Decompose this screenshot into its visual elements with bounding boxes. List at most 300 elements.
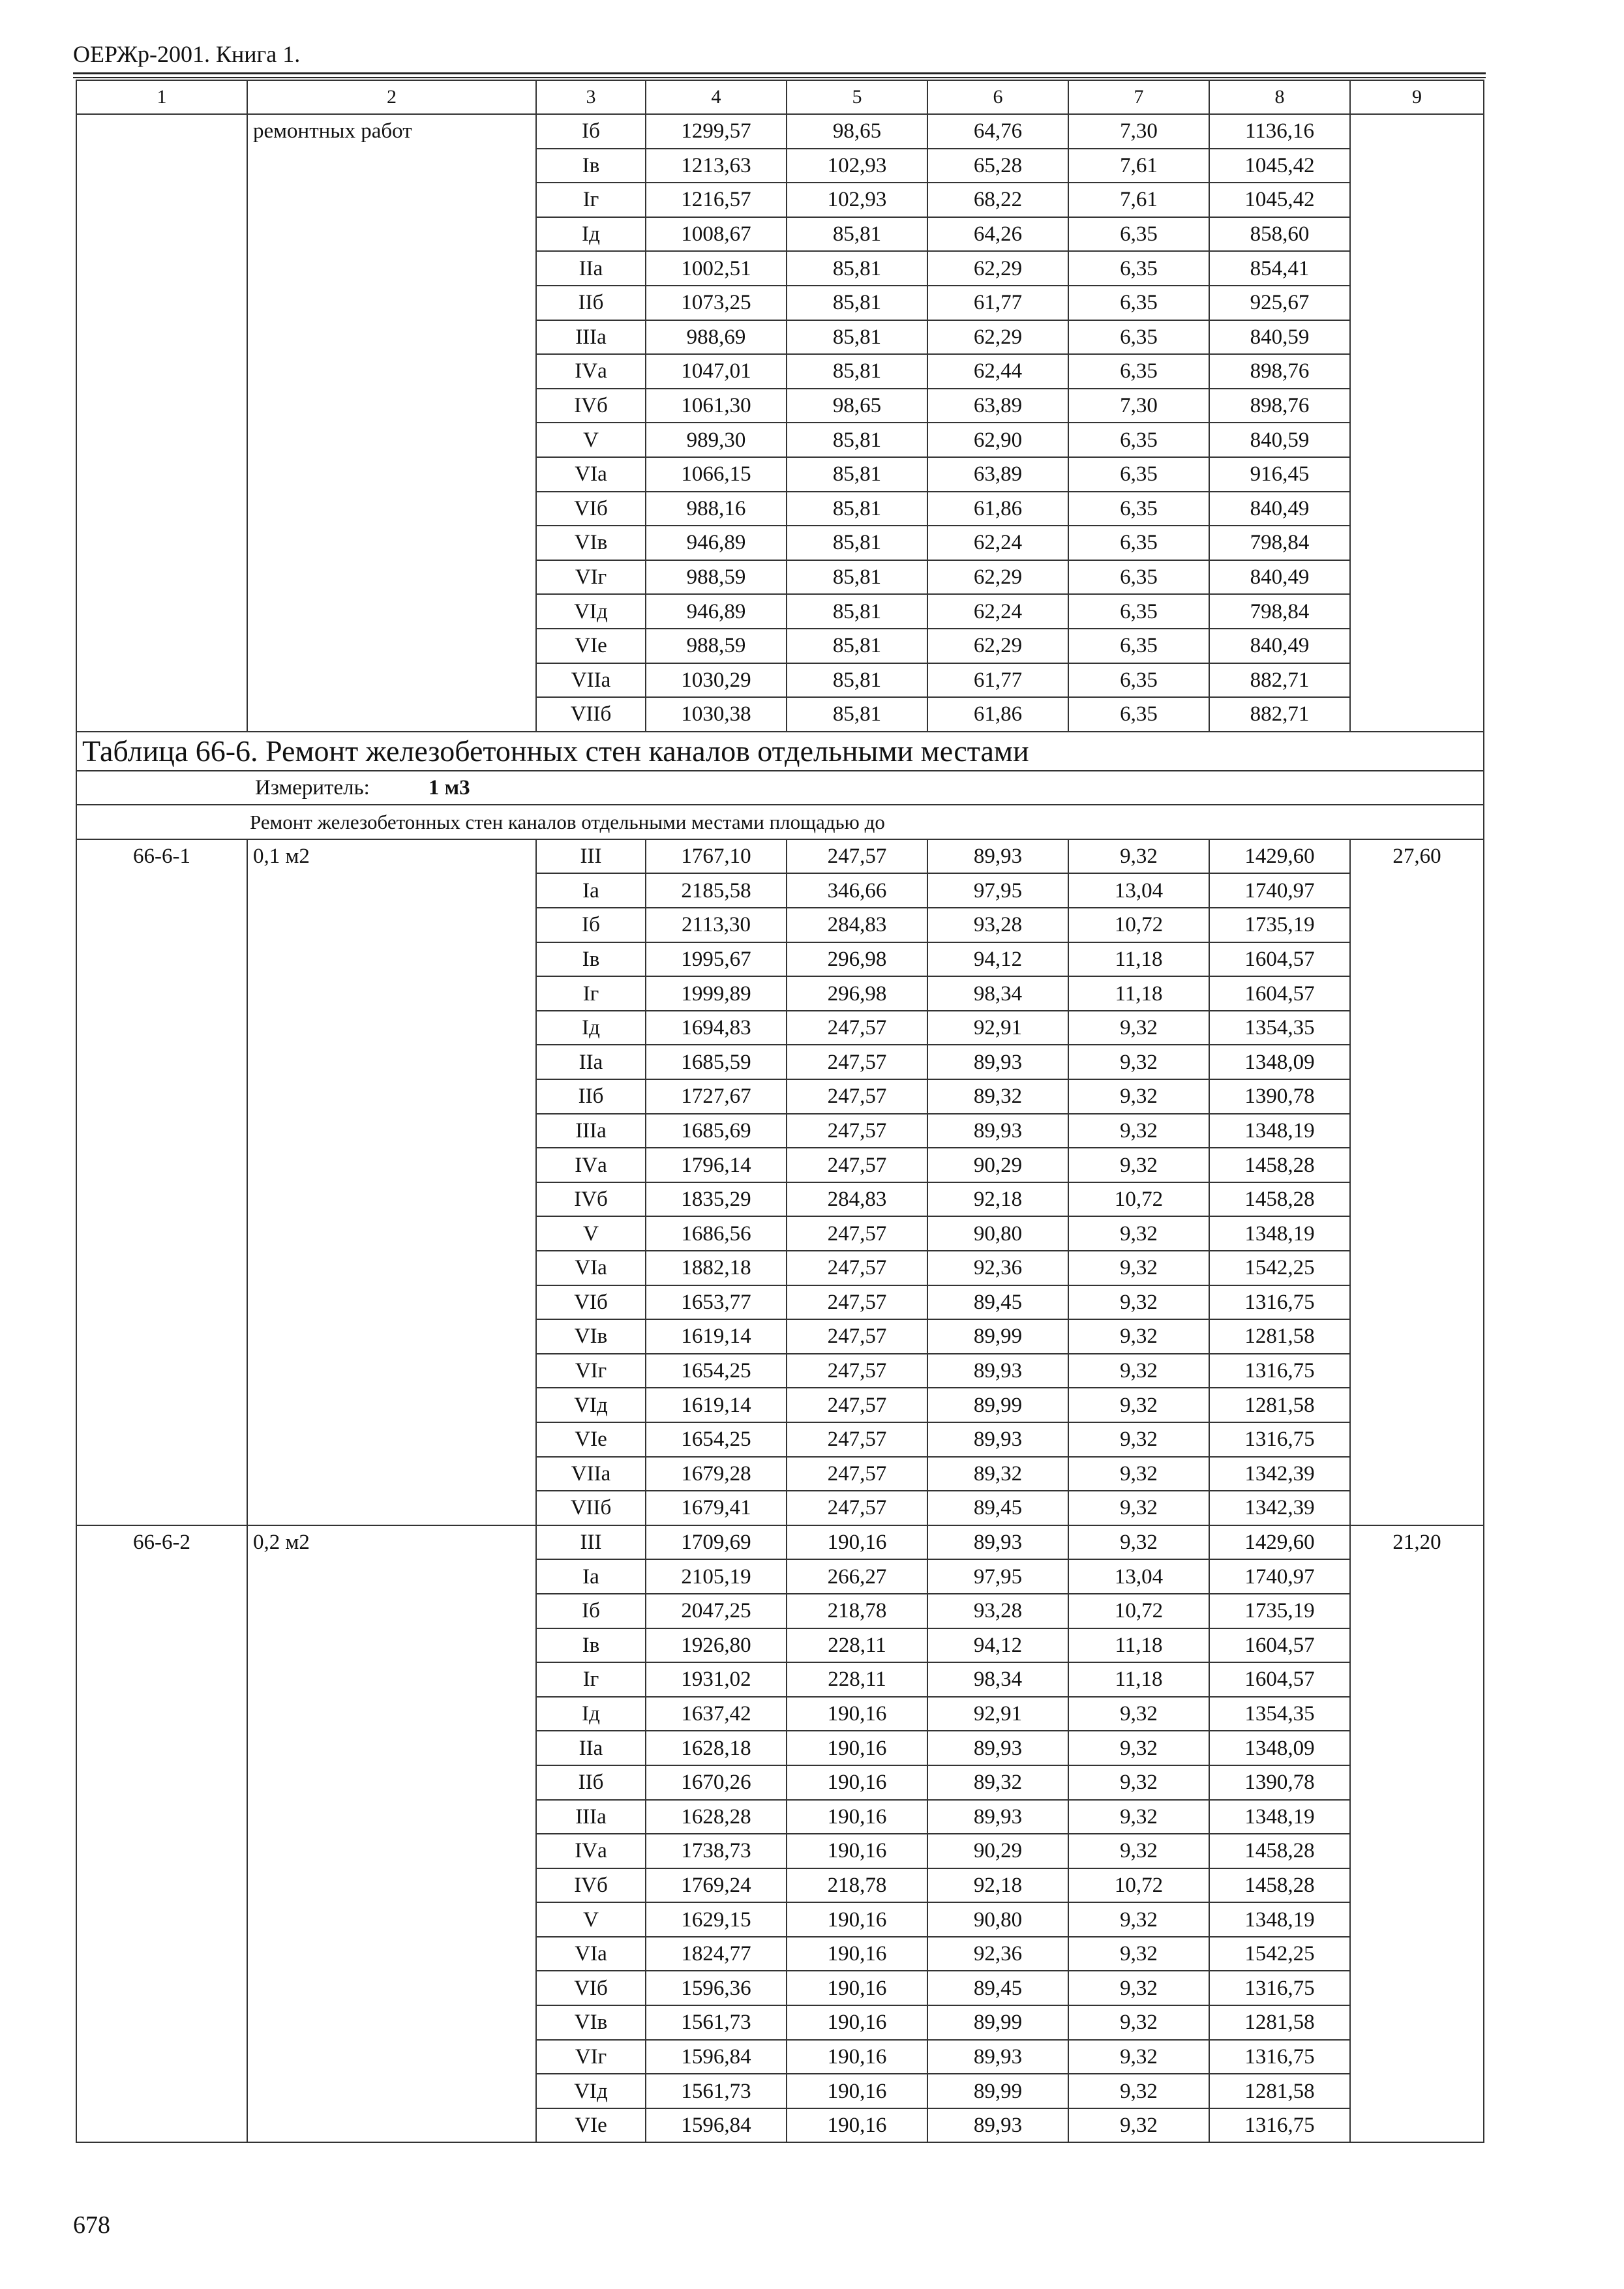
machine-cost-cell: 98,34 — [927, 976, 1068, 1011]
materials-cost-cell: 1354,35 — [1209, 1011, 1350, 1045]
operator-pay-cell: 13,04 — [1068, 1559, 1209, 1594]
materials-cost-cell: 925,67 — [1209, 286, 1350, 320]
machine-cost-cell: 97,95 — [927, 873, 1068, 908]
machine-cost-cell: 89,93 — [927, 1354, 1068, 1388]
materials-cost-cell: 1604,57 — [1209, 1628, 1350, 1663]
zone-cell: VIг — [536, 1354, 646, 1388]
labor-cost-cell: 85,81 — [787, 320, 927, 355]
machine-cost-cell: 62,24 — [927, 594, 1068, 629]
labor-cost-cell: 190,16 — [787, 2040, 927, 2074]
labor-cost-cell: 247,57 — [787, 1114, 927, 1148]
labor-cost-cell: 284,83 — [787, 908, 927, 942]
direct-cost-cell: 1679,28 — [646, 1457, 787, 1491]
materials-cost-cell: 1136,16 — [1209, 114, 1350, 149]
labor-cost-cell: 247,57 — [787, 1354, 927, 1388]
labor-cost-cell: 102,93 — [787, 183, 927, 217]
machine-cost-cell: 61,77 — [927, 286, 1068, 320]
direct-cost-cell: 1561,73 — [646, 2005, 787, 2040]
direct-cost-cell: 1738,73 — [646, 1834, 787, 1868]
zone-cell: VIа — [536, 1251, 646, 1285]
labor-cost-cell: 247,57 — [787, 1251, 927, 1285]
labor-cost-cell: 190,16 — [787, 1971, 927, 2005]
direct-cost-cell: 1685,59 — [646, 1045, 787, 1079]
materials-cost-cell: 1348,19 — [1209, 1902, 1350, 1937]
machine-cost-cell: 90,29 — [927, 1148, 1068, 1182]
direct-cost-cell: 946,89 — [646, 594, 787, 629]
zone-cell: IIIа — [536, 320, 646, 355]
direct-cost-cell: 1637,42 — [646, 1697, 787, 1731]
direct-cost-cell: 1679,41 — [646, 1491, 787, 1525]
zone-cell: VIд — [536, 2074, 646, 2108]
direct-cost-cell: 2113,30 — [646, 908, 787, 942]
zone-cell: IVа — [536, 1834, 646, 1868]
labor-cost-cell: 296,98 — [787, 942, 927, 977]
machine-cost-cell: 63,89 — [927, 457, 1068, 492]
operator-pay-cell: 9,32 — [1068, 1011, 1209, 1045]
zone-cell: IVа — [536, 1148, 646, 1182]
labor-cost-cell: 247,57 — [787, 1148, 927, 1182]
labor-cost-cell: 190,16 — [787, 1834, 927, 1868]
column-number-header: 7 — [1068, 80, 1209, 114]
machine-cost-cell: 89,93 — [927, 1422, 1068, 1457]
operator-pay-cell: 6,35 — [1068, 492, 1209, 526]
item-description-cell: 0,1 м2 — [247, 839, 536, 1525]
operator-pay-cell: 9,32 — [1068, 2108, 1209, 2143]
zone-cell: IIа — [536, 1045, 646, 1079]
machine-cost-cell: 89,93 — [927, 839, 1068, 874]
materials-cost-cell: 1458,28 — [1209, 1148, 1350, 1182]
labor-cost-cell: 218,78 — [787, 1594, 927, 1628]
machine-cost-cell: 68,22 — [927, 183, 1068, 217]
materials-cost-cell: 1316,75 — [1209, 2108, 1350, 2143]
direct-cost-cell: 1882,18 — [646, 1251, 787, 1285]
machine-cost-cell: 89,45 — [927, 1491, 1068, 1525]
operator-pay-cell: 6,35 — [1068, 697, 1209, 732]
zone-cell: VIб — [536, 492, 646, 526]
zone-cell: IVа — [536, 354, 646, 389]
labor-cost-cell: 190,16 — [787, 1697, 927, 1731]
materials-cost-cell: 1429,60 — [1209, 839, 1350, 874]
labor-cost-cell: 247,57 — [787, 1285, 927, 1320]
operator-pay-cell: 9,32 — [1068, 1319, 1209, 1354]
zone-cell: IIа — [536, 251, 646, 286]
materials-cost-cell: 1542,25 — [1209, 1937, 1350, 1971]
direct-cost-cell: 1654,25 — [646, 1354, 787, 1388]
direct-cost-cell: 988,16 — [646, 492, 787, 526]
materials-cost-cell: 1281,58 — [1209, 2005, 1350, 2040]
materials-cost-cell: 1281,58 — [1209, 2074, 1350, 2108]
section-subtitle: Ремонт железобетонных стен каналов отдельными местами площадью до — [76, 805, 1484, 839]
measure-label: Измеритель: — [255, 775, 370, 800]
table-row — [76, 1525, 1484, 1560]
materials-cost-cell: 916,45 — [1209, 457, 1350, 492]
materials-cost-cell: 1458,28 — [1209, 1868, 1350, 1903]
zone-cell: Iв — [536, 1628, 646, 1663]
direct-cost-cell: 1596,36 — [646, 1971, 787, 2005]
materials-cost-cell: 1348,19 — [1209, 1216, 1350, 1251]
measure-row — [76, 771, 1484, 805]
materials-cost-cell: 840,59 — [1209, 423, 1350, 457]
operator-pay-cell: 6,35 — [1068, 594, 1209, 629]
labor-cost-cell: 247,57 — [787, 1011, 927, 1045]
materials-cost-cell: 1316,75 — [1209, 1354, 1350, 1388]
labor-cost-cell: 98,65 — [787, 114, 927, 149]
zone-cell: Iб — [536, 114, 646, 149]
materials-cost-cell: 1316,75 — [1209, 2040, 1350, 2074]
materials-cost-cell: 1316,75 — [1209, 1285, 1350, 1320]
operator-pay-cell: 9,32 — [1068, 1251, 1209, 1285]
materials-cost-cell: 1740,97 — [1209, 1559, 1350, 1594]
labor-cost-cell: 266,27 — [787, 1559, 927, 1594]
materials-cost-cell: 1604,57 — [1209, 1662, 1350, 1697]
operator-pay-cell: 6,35 — [1068, 560, 1209, 595]
direct-cost-cell: 1926,80 — [646, 1628, 787, 1663]
direct-cost-cell: 2105,19 — [646, 1559, 787, 1594]
materials-cost-cell: 1348,19 — [1209, 1114, 1350, 1148]
machine-cost-cell: 89,93 — [927, 1731, 1068, 1765]
zone-cell: VIIб — [536, 1491, 646, 1525]
materials-cost-cell: 1542,25 — [1209, 1251, 1350, 1285]
direct-cost-cell: 1008,67 — [646, 217, 787, 252]
zone-cell: Iд — [536, 1697, 646, 1731]
materials-cost-cell: 1604,57 — [1209, 942, 1350, 977]
operator-pay-cell: 6,35 — [1068, 320, 1209, 355]
materials-cost-cell: 1281,58 — [1209, 1388, 1350, 1422]
machine-cost-cell: 89,99 — [927, 1319, 1068, 1354]
labor-cost-cell: 85,81 — [787, 697, 927, 732]
zone-cell: VIд — [536, 594, 646, 629]
direct-cost-cell: 1931,02 — [646, 1662, 787, 1697]
zone-cell: Iг — [536, 976, 646, 1011]
machine-cost-cell: 62,29 — [927, 629, 1068, 663]
operator-pay-cell: 9,32 — [1068, 1902, 1209, 1937]
column-number-row — [76, 80, 1484, 114]
labor-cost-cell: 85,81 — [787, 560, 927, 595]
zone-cell: VIв — [536, 526, 646, 560]
machine-cost-cell: 64,76 — [927, 114, 1068, 149]
zone-cell: IIIа — [536, 1114, 646, 1148]
operator-pay-cell: 6,35 — [1068, 629, 1209, 663]
column-number-header: 8 — [1209, 80, 1350, 114]
operator-pay-cell: 6,35 — [1068, 663, 1209, 698]
labor-cost-cell: 98,65 — [787, 389, 927, 423]
labor-cost-cell: 85,81 — [787, 457, 927, 492]
zone-cell: IIа — [536, 1731, 646, 1765]
direct-cost-cell: 1066,15 — [646, 457, 787, 492]
machine-cost-cell: 92,18 — [927, 1868, 1068, 1903]
operator-pay-cell: 9,32 — [1068, 1079, 1209, 1114]
machine-cost-cell: 89,32 — [927, 1765, 1068, 1800]
column-number-header: 4 — [646, 80, 787, 114]
zone-cell: Iв — [536, 942, 646, 977]
direct-cost-cell: 1596,84 — [646, 2040, 787, 2074]
operator-pay-cell: 6,35 — [1068, 217, 1209, 252]
subtitle-row — [76, 805, 1484, 839]
materials-cost-cell: 1342,39 — [1209, 1457, 1350, 1491]
labor-cost-cell: 85,81 — [787, 594, 927, 629]
direct-cost-cell: 1561,73 — [646, 2074, 787, 2108]
operator-pay-cell: 6,35 — [1068, 354, 1209, 389]
labor-cost-cell: 190,16 — [787, 1937, 927, 1971]
labor-cost-cell: 190,16 — [787, 1800, 927, 1834]
column-number-header: 3 — [536, 80, 646, 114]
zone-cell: IVб — [536, 389, 646, 423]
zone-cell: Iб — [536, 1594, 646, 1628]
machine-cost-cell: 62,29 — [927, 320, 1068, 355]
machine-cost-cell: 62,24 — [927, 526, 1068, 560]
operator-pay-cell: 9,32 — [1068, 2005, 1209, 2040]
column-number-header: 2 — [247, 80, 536, 114]
zone-cell: Iд — [536, 1011, 646, 1045]
direct-cost-cell: 1999,89 — [646, 976, 787, 1011]
zone-cell: VIе — [536, 2108, 646, 2143]
labor-hours-cell: 27,60 — [1350, 839, 1484, 1525]
table-head — [76, 80, 1484, 114]
direct-cost-cell: 988,59 — [646, 560, 787, 595]
materials-cost-cell: 1735,19 — [1209, 908, 1350, 942]
direct-cost-cell: 1047,01 — [646, 354, 787, 389]
labor-cost-cell: 85,81 — [787, 492, 927, 526]
machine-cost-cell: 93,28 — [927, 1594, 1068, 1628]
price-table — [76, 80, 1484, 2143]
materials-cost-cell: 882,71 — [1209, 697, 1350, 732]
zone-cell: Iд — [536, 217, 646, 252]
operator-pay-cell: 10,72 — [1068, 908, 1209, 942]
materials-cost-cell: 840,49 — [1209, 629, 1350, 663]
operator-pay-cell: 7,30 — [1068, 114, 1209, 149]
materials-cost-cell: 1045,42 — [1209, 149, 1350, 183]
direct-cost-cell: 1670,26 — [646, 1765, 787, 1800]
operator-pay-cell: 9,32 — [1068, 1422, 1209, 1457]
zone-cell: IIб — [536, 1765, 646, 1800]
zone-cell: Iг — [536, 1662, 646, 1697]
labor-cost-cell: 247,57 — [787, 1216, 927, 1251]
item-code-cell: 66-6-1 — [76, 839, 247, 1525]
labor-cost-cell: 85,81 — [787, 526, 927, 560]
operator-pay-cell: 10,72 — [1068, 1594, 1209, 1628]
zone-cell: V — [536, 1216, 646, 1251]
labor-cost-cell: 85,81 — [787, 286, 927, 320]
direct-cost-cell: 1216,57 — [646, 183, 787, 217]
operator-pay-cell: 6,35 — [1068, 457, 1209, 492]
machine-cost-cell: 89,32 — [927, 1079, 1068, 1114]
direct-cost-cell: 1213,63 — [646, 149, 787, 183]
zone-cell: Iа — [536, 873, 646, 908]
materials-cost-cell: 898,76 — [1209, 354, 1350, 389]
materials-cost-cell: 854,41 — [1209, 251, 1350, 286]
operator-pay-cell: 9,32 — [1068, 2040, 1209, 2074]
labor-cost-cell: 228,11 — [787, 1628, 927, 1663]
direct-cost-cell: 2185,58 — [646, 873, 787, 908]
machine-cost-cell: 94,12 — [927, 1628, 1068, 1663]
labor-cost-cell: 190,16 — [787, 1731, 927, 1765]
table-body — [76, 114, 1484, 2142]
machine-cost-cell: 61,86 — [927, 697, 1068, 732]
direct-cost-cell: 1073,25 — [646, 286, 787, 320]
operator-pay-cell: 11,18 — [1068, 976, 1209, 1011]
zone-cell: VIе — [536, 629, 646, 663]
machine-cost-cell: 89,93 — [927, 1045, 1068, 1079]
operator-pay-cell: 9,32 — [1068, 1491, 1209, 1525]
labor-cost-cell: 218,78 — [787, 1868, 927, 1903]
zone-cell: VIа — [536, 457, 646, 492]
materials-cost-cell: 1458,28 — [1209, 1182, 1350, 1217]
machine-cost-cell: 90,29 — [927, 1834, 1068, 1868]
zone-cell: VIб — [536, 1971, 646, 2005]
direct-cost-cell: 988,59 — [646, 629, 787, 663]
operator-pay-cell: 11,18 — [1068, 1662, 1209, 1697]
machine-cost-cell: 94,12 — [927, 942, 1068, 977]
zone-cell: Iа — [536, 1559, 646, 1594]
labor-cost-cell: 85,81 — [787, 354, 927, 389]
materials-cost-cell: 1390,78 — [1209, 1079, 1350, 1114]
operator-pay-cell: 9,32 — [1068, 1045, 1209, 1079]
page-number: 678 — [73, 2211, 110, 2239]
column-number-header: 5 — [787, 80, 927, 114]
zone-cell: Iг — [536, 183, 646, 217]
zone-cell: VIв — [536, 1319, 646, 1354]
zone-cell: V — [536, 1902, 646, 1937]
materials-cost-cell: 840,59 — [1209, 320, 1350, 355]
direct-cost-cell: 1628,18 — [646, 1731, 787, 1765]
machine-cost-cell: 89,93 — [927, 1114, 1068, 1148]
zone-cell: VIг — [536, 2040, 646, 2074]
zone-cell: IIIа — [536, 1800, 646, 1834]
table-row — [76, 839, 1484, 874]
operator-pay-cell: 9,32 — [1068, 1834, 1209, 1868]
machine-cost-cell: 89,99 — [927, 2005, 1068, 2040]
labor-cost-cell: 190,16 — [787, 2005, 927, 2040]
operator-pay-cell: 9,32 — [1068, 1354, 1209, 1388]
operator-pay-cell: 9,32 — [1068, 2074, 1209, 2108]
machine-cost-cell: 89,93 — [927, 1525, 1068, 1560]
page-header: ОЕРЖр-2001. Книга 1. — [73, 41, 301, 67]
zone-cell: Iб — [536, 908, 646, 942]
column-number-header: 6 — [927, 80, 1068, 114]
labor-cost-cell: 228,11 — [787, 1662, 927, 1697]
machine-cost-cell: 92,36 — [927, 1251, 1068, 1285]
direct-cost-cell: 1299,57 — [646, 114, 787, 149]
machine-cost-cell: 61,86 — [927, 492, 1068, 526]
direct-cost-cell: 946,89 — [646, 526, 787, 560]
machine-cost-cell: 89,45 — [927, 1285, 1068, 1320]
materials-cost-cell: 1281,58 — [1209, 1319, 1350, 1354]
materials-cost-cell: 1429,60 — [1209, 1525, 1350, 1560]
machine-cost-cell: 61,77 — [927, 663, 1068, 698]
operator-pay-cell: 6,35 — [1068, 423, 1209, 457]
labor-cost-cell: 247,57 — [787, 1388, 927, 1422]
operator-pay-cell: 9,32 — [1068, 839, 1209, 874]
operator-pay-cell: 10,72 — [1068, 1868, 1209, 1903]
machine-cost-cell: 62,29 — [927, 560, 1068, 595]
table-row — [76, 114, 1484, 149]
zone-cell: VIб — [536, 1285, 646, 1320]
materials-cost-cell: 1342,39 — [1209, 1491, 1350, 1525]
materials-cost-cell: 1045,42 — [1209, 183, 1350, 217]
materials-cost-cell: 840,49 — [1209, 492, 1350, 526]
labor-cost-cell: 85,81 — [787, 663, 927, 698]
measure-value: 1 м3 — [428, 775, 470, 800]
direct-cost-cell: 1686,56 — [646, 1216, 787, 1251]
labor-cost-cell: 190,16 — [787, 1902, 927, 1937]
item-description-cell: ремонтных работ — [247, 114, 536, 732]
zone-cell: IVб — [536, 1868, 646, 1903]
materials-cost-cell: 1458,28 — [1209, 1834, 1350, 1868]
operator-pay-cell: 9,32 — [1068, 1765, 1209, 1800]
machine-cost-cell: 89,99 — [927, 2074, 1068, 2108]
labor-cost-cell: 346,66 — [787, 873, 927, 908]
machine-cost-cell: 97,95 — [927, 1559, 1068, 1594]
direct-cost-cell: 1685,69 — [646, 1114, 787, 1148]
machine-cost-cell: 92,91 — [927, 1011, 1068, 1045]
machine-cost-cell: 62,29 — [927, 251, 1068, 286]
zone-cell: VIIб — [536, 697, 646, 732]
operator-pay-cell: 9,32 — [1068, 1148, 1209, 1182]
materials-cost-cell: 1316,75 — [1209, 1422, 1350, 1457]
labor-cost-cell: 190,16 — [787, 2074, 927, 2108]
machine-cost-cell: 89,93 — [927, 2108, 1068, 2143]
direct-cost-cell: 1002,51 — [646, 251, 787, 286]
item-code-cell: 66-6-2 — [76, 1525, 247, 2143]
direct-cost-cell: 1619,14 — [646, 1388, 787, 1422]
direct-cost-cell: 1030,38 — [646, 697, 787, 732]
direct-cost-cell: 1596,84 — [646, 2108, 787, 2143]
operator-pay-cell: 9,32 — [1068, 1114, 1209, 1148]
machine-cost-cell: 89,93 — [927, 1800, 1068, 1834]
labor-cost-cell: 247,57 — [787, 839, 927, 874]
direct-cost-cell: 989,30 — [646, 423, 787, 457]
zone-cell: VIIа — [536, 663, 646, 698]
labor-cost-cell: 85,81 — [787, 217, 927, 252]
machine-cost-cell: 62,90 — [927, 423, 1068, 457]
column-number-header: 9 — [1350, 80, 1484, 114]
labor-cost-cell: 85,81 — [787, 251, 927, 286]
operator-pay-cell: 7,30 — [1068, 389, 1209, 423]
labor-cost-cell: 190,16 — [787, 2108, 927, 2143]
direct-cost-cell: 1767,10 — [646, 839, 787, 874]
direct-cost-cell: 1824,77 — [646, 1937, 787, 1971]
direct-cost-cell: 1769,24 — [646, 1868, 787, 1903]
zone-cell: VIд — [536, 1388, 646, 1422]
zone-cell: Iв — [536, 149, 646, 183]
materials-cost-cell: 1740,97 — [1209, 873, 1350, 908]
machine-cost-cell: 92,18 — [927, 1182, 1068, 1217]
header-rule — [73, 77, 1486, 78]
materials-cost-cell: 798,84 — [1209, 526, 1350, 560]
measure-cell — [76, 771, 1484, 805]
direct-cost-cell: 988,69 — [646, 320, 787, 355]
machine-cost-cell: 62,44 — [927, 354, 1068, 389]
zone-cell: V — [536, 423, 646, 457]
machine-cost-cell: 98,34 — [927, 1662, 1068, 1697]
zone-cell: IIб — [536, 286, 646, 320]
operator-pay-cell: 9,32 — [1068, 1525, 1209, 1560]
direct-cost-cell: 1995,67 — [646, 942, 787, 977]
operator-pay-cell: 10,72 — [1068, 1182, 1209, 1217]
item-code-cell — [76, 114, 247, 732]
zone-cell: IVб — [536, 1182, 646, 1217]
labor-cost-cell: 190,16 — [787, 1765, 927, 1800]
machine-cost-cell: 89,45 — [927, 1971, 1068, 2005]
labor-cost-cell: 85,81 — [787, 423, 927, 457]
materials-cost-cell: 1390,78 — [1209, 1765, 1350, 1800]
section-title-row — [76, 732, 1484, 771]
machine-cost-cell: 93,28 — [927, 908, 1068, 942]
operator-pay-cell: 7,61 — [1068, 183, 1209, 217]
zone-cell: VIг — [536, 560, 646, 595]
labor-cost-cell: 247,57 — [787, 1319, 927, 1354]
direct-cost-cell: 1629,15 — [646, 1902, 787, 1937]
